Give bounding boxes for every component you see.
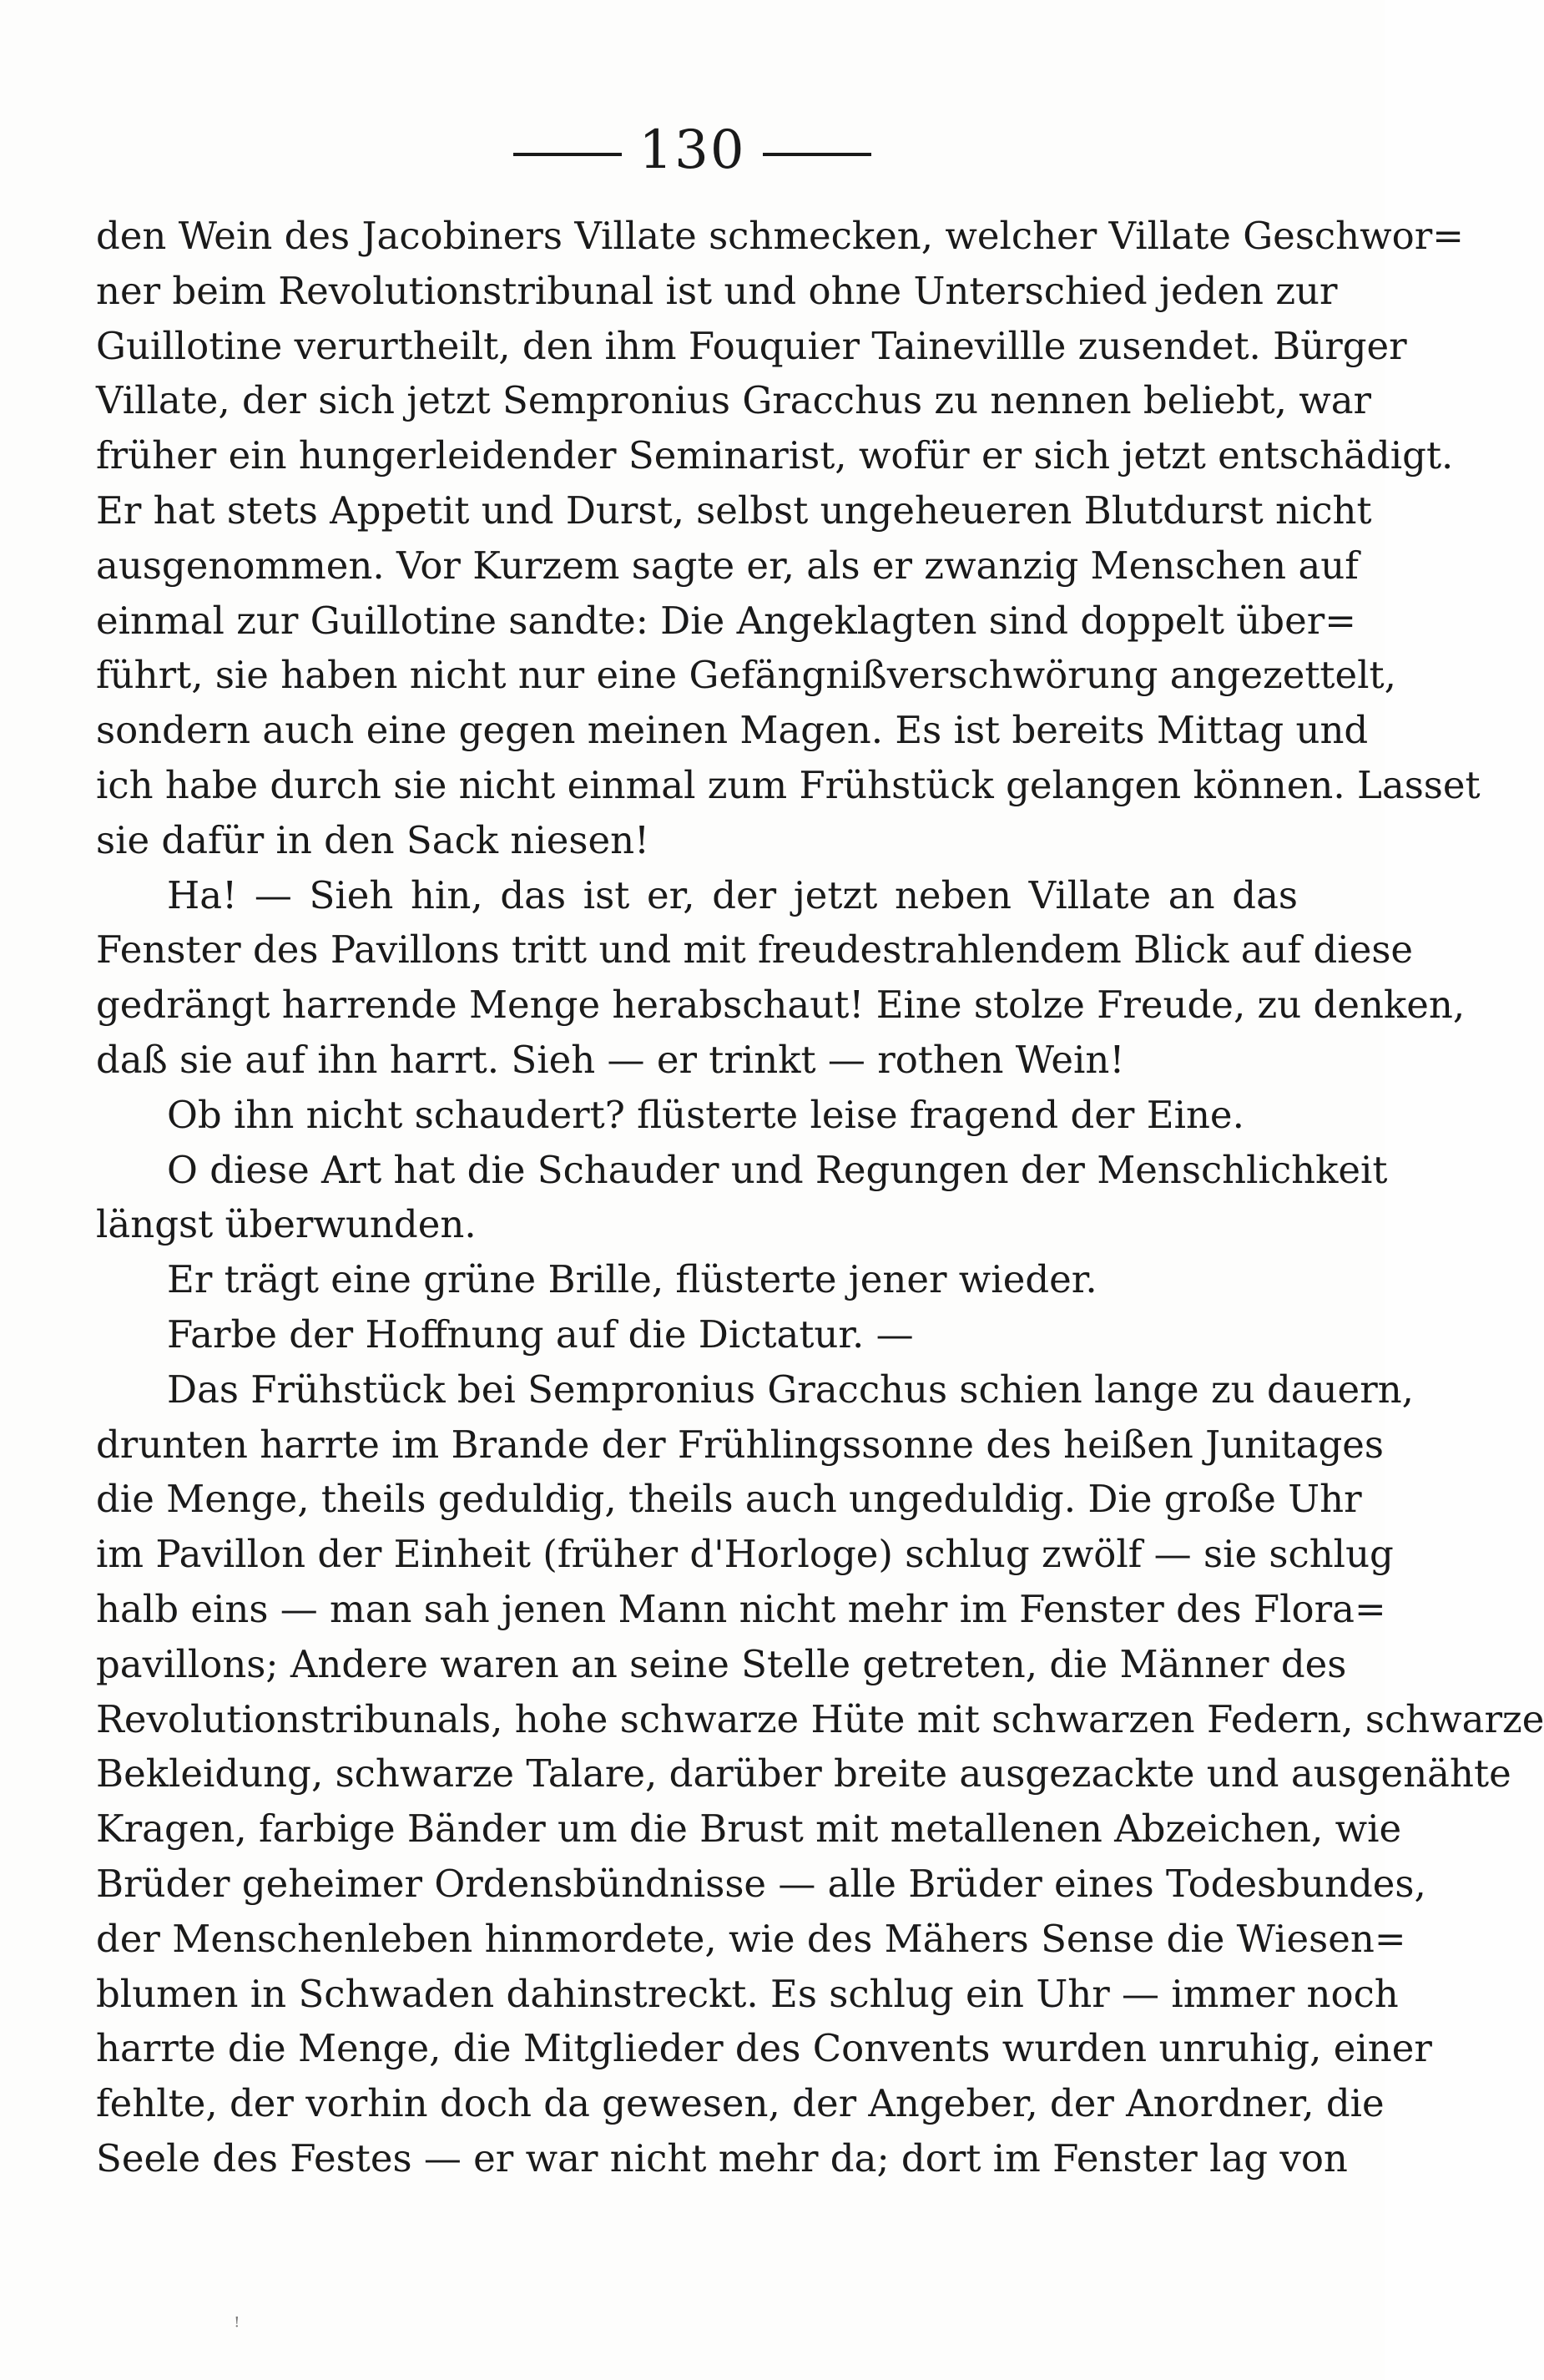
text-line: Er trägt eine grüne Brille, flüsterte jener wieder. bbox=[167, 1257, 1097, 1302]
text-line: Ha! — Sieh hin, das ist er, der jetzt neben Villate an das bbox=[167, 872, 1298, 917]
page-header bbox=[0, 117, 1385, 184]
text-line: ner beim Revolutionstribunal ist und ohne Unterschied jeden zur bbox=[96, 268, 1338, 313]
text-line: Er hat stets Appetit und Durst, selbst ungeheueren Blutdurst nicht bbox=[96, 488, 1372, 533]
body-text bbox=[96, 209, 1544, 2186]
text-line: blumen in Schwaden dahinstreckt. Es schlug ein Uhr — immer noch bbox=[96, 1971, 1399, 2016]
text-line: Das Frühstück bei Sempronius Gracchus schien lange zu dauern, bbox=[167, 1367, 1414, 1412]
header-rule-left bbox=[513, 153, 622, 156]
text-line: Seele des Festes — er war nicht mehr da; dort im Fenster lag von bbox=[96, 2135, 1348, 2180]
text-line: gedrängt harrende Menge herabschaut! Eine stolze Freude, zu denken, bbox=[96, 983, 1466, 1028]
text-line: der Menschenleben hinmordete, wie des Mähers Sense die Wiesen= bbox=[96, 1916, 1406, 1961]
text-line: die Menge, theils geduldig, theils auch ungeduldig. Die große Uhr bbox=[96, 1477, 1362, 1522]
stray-ink-mark: ꜝ bbox=[234, 2312, 240, 2342]
text-line: sie dafür in den Sack niesen! bbox=[96, 817, 650, 862]
text-line: den Wein des Jacobiners Villate schmecken, welcher Villate Geschwor= bbox=[96, 214, 1464, 258]
text-line: pavillons; Andere waren an seine Stelle getreten, die Männer des bbox=[96, 1641, 1347, 1686]
text-line: einmal zur Guillotine sandte: Die Angeklagten sind doppelt über= bbox=[96, 598, 1356, 643]
text-line: führt, sie haben nicht nur eine Gefängnißverschwörung angezettelt, bbox=[96, 653, 1396, 698]
page-number: 130 bbox=[638, 119, 746, 181]
text-line: Farbe der Hoffnung auf die Dictatur. — bbox=[167, 1311, 914, 1357]
text-line: O diese Art hat die Schauder und Regungen der Menschlichkeit bbox=[167, 1147, 1388, 1192]
text-line: ich habe durch sie nicht einmal zum Frühstück gelangen können. Lasset bbox=[96, 762, 1481, 807]
text-line: Guillotine verurtheilt, den ihm Fouquier Tainevillle zusendet. Bürger bbox=[96, 323, 1407, 368]
text-line: Fenster des Pavillons tritt und mit freudestrahlendem Blick auf diese bbox=[96, 927, 1414, 973]
text-line: daß sie auf ihn harrt. Sieh — er trinkt — rothen Wein! bbox=[96, 1037, 1125, 1082]
text-line: Ob ihn nicht schaudert? flüsterte leise fragend der Eine. bbox=[167, 1092, 1244, 1137]
text-line: sondern auch eine gegen meinen Magen. Es ist bereits Mittag und bbox=[96, 708, 1369, 753]
text-line: harrte die Menge, die Mitglieder des Convents wurden unruhig, einer bbox=[96, 2026, 1432, 2071]
text-line: Revolutionstribunals, hohe schwarze Hüte mit schwarzen Federn, schwarze bbox=[96, 1696, 1544, 1741]
text-line: Villate, der sich jetzt Sempronius Gracchus zu nennen beliebt, war bbox=[96, 378, 1372, 423]
text-line: ausgenommen. Vor Kurzem sagte er, als er zwanzig Menschen auf bbox=[96, 543, 1359, 588]
text-line: Bekleidung, schwarze Talare, darüber breite ausgezackte und ausgenähte bbox=[96, 1751, 1511, 1796]
text-line: längst überwunden. bbox=[96, 1202, 477, 1247]
text-line: im Pavillon der Einheit (früher d'Horloge) schlug zwölf — sie schlug bbox=[96, 1532, 1394, 1577]
text-line: drunten harrte im Brande der Frühlingssonne des heißen Junitages bbox=[96, 1422, 1384, 1467]
header-rule-right bbox=[763, 153, 871, 156]
text-line: früher ein hungerleidender Seminarist, wofür er sich jetzt entschädigt. bbox=[96, 433, 1454, 478]
text-line: Kragen, farbige Bänder um die Brust mit metallenen Abzeichen, wie bbox=[96, 1806, 1402, 1852]
text-line: fehlte, der vorhin doch da gewesen, der Angeber, der Anordner, die bbox=[96, 2081, 1385, 2126]
text-line: halb eins — man sah jenen Mann nicht mehr im Fenster des Flora= bbox=[96, 1586, 1386, 1631]
text-line: Brüder geheimer Ordensbündnisse — alle Brüder eines Todesbundes, bbox=[96, 1861, 1426, 1906]
